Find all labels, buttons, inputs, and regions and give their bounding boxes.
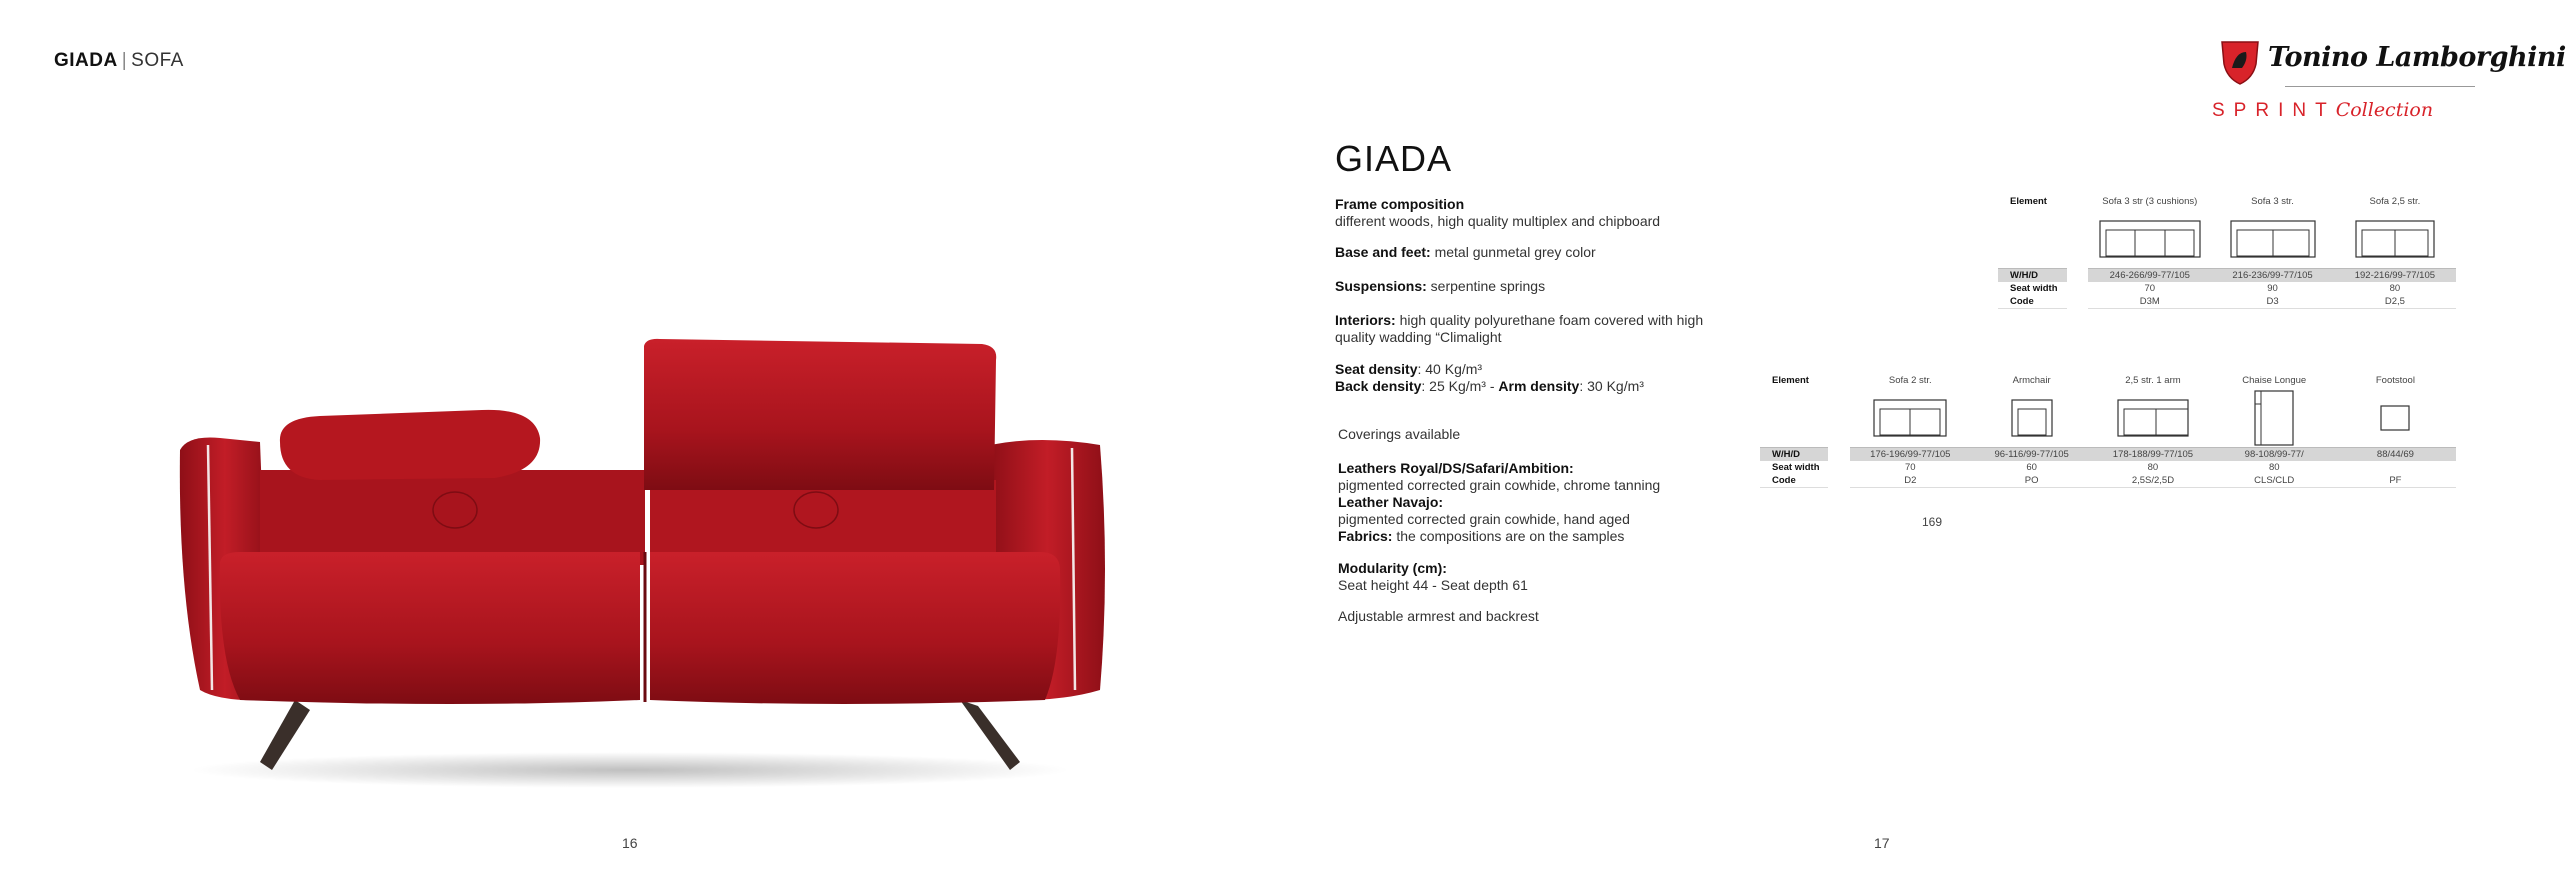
catalog-number: 169 [1922, 515, 1943, 529]
table1-seat-label: Seat width [2010, 283, 2058, 294]
table2-seat-value: 80 [2147, 462, 2159, 473]
spec-base-value: metal gunmetal grey color [1430, 244, 1596, 260]
spec-base [1335, 244, 1735, 261]
table2-code-value: PO [1971, 474, 2092, 488]
table1-col-name: Sofa 3 str (3 cushions) [2102, 195, 2198, 207]
table1-element-label: Element [2010, 195, 2047, 207]
page-header [54, 50, 184, 72]
element-table-2 [1760, 371, 2456, 488]
table2-col-name: Footstool [2375, 374, 2415, 386]
table2-col-name: 2,5 str. 1 arm [2125, 374, 2181, 386]
leathers-value: pigmented corrected grain cowhide, chrome tanning [1338, 477, 1661, 493]
adjustable-note: Adjustable armrest and backrest [1338, 608, 1539, 624]
spec-frame-label: Frame composition [1335, 196, 1465, 212]
spec-susp-label: Suspensions: [1335, 278, 1427, 294]
table2-col-name: Armchair [2012, 374, 2051, 386]
table1-col-name: Sofa 3 str. [2251, 195, 2294, 207]
table2-wh-label: W/H/D [1760, 448, 1828, 462]
table2-seat-value: 70 [1905, 462, 1916, 473]
spec-frame-value: different woods, high quality multiplex and chipboard [1335, 213, 1661, 229]
collection-sprint: SPRINT [2212, 100, 2336, 121]
spec-interiors-value: high quality polyurethane foam covered with high quality wadding “Climalight [1335, 312, 1704, 345]
header-separator: | [121, 50, 128, 71]
modularity-label: Modularity (cm): [1338, 560, 1447, 576]
fabrics-value: the compositions are on the samples [1392, 528, 1625, 544]
spec-interiors [1335, 312, 1730, 346]
spec-back-density-label: Back density [1335, 378, 1422, 394]
table2-seat-value: 80 [2268, 462, 2280, 473]
table2-seat-value [2335, 461, 2456, 474]
table2-code-value: CLS/CLD [2214, 474, 2335, 488]
table2-col-name: Sofa 2 str. [1888, 374, 1932, 386]
collection-word: Collection [2335, 99, 2434, 121]
leathers-label: Leathers Royal/DS/Safari/Ambition: [1338, 460, 1574, 476]
navajo-label: Leather Navajo: [1338, 494, 1444, 510]
collection-name [2212, 99, 2433, 122]
table2-code-value: PF [2335, 474, 2456, 488]
spec-suspensions [1335, 278, 1735, 295]
table1-wh-value: 216-236/99-77/105 [2211, 269, 2333, 283]
spec-seat-density-label: Seat density [1335, 361, 1418, 377]
coverings-heading: Coverings available [1338, 426, 1461, 442]
coverings-list [1338, 460, 1738, 545]
spec-seat-density-value: : 40 Kg/m³ [1417, 361, 1483, 377]
table2-wh-value: 88/44/69 [2335, 448, 2456, 462]
spec-arm-density-label: Arm density [1498, 378, 1580, 394]
chaise-longue-icon [2214, 389, 2335, 448]
footstool-icon [2335, 389, 2456, 448]
spec-base-label: Base and feet: [1335, 244, 1431, 260]
sofa-3-icon [2211, 210, 2333, 269]
table2-seat-label: Seat width [1772, 462, 1820, 473]
table2-col-name: Chaise Longue [2242, 374, 2307, 386]
table2-wh-value: 98-108/99-77/ [2214, 448, 2335, 462]
table1-wh-value: 246-266/99-77/105 [2088, 269, 2211, 283]
modularity-value: Seat height 44 - Seat depth 61 [1338, 577, 1528, 593]
table2-code-value: D2 [1850, 474, 1971, 488]
table2-code-label: Code [1760, 474, 1828, 488]
table1-code-value: D3 [2211, 295, 2333, 309]
table1-col-name: Sofa 2,5 str. [2369, 195, 2421, 207]
spec-interiors-label: Interiors: [1335, 312, 1396, 328]
spec-susp-value: serpentine springs [1426, 278, 1546, 294]
table1-code-value: D3M [2088, 295, 2211, 309]
sofa-2-icon [1850, 389, 1971, 448]
table1-seat-value: 90 [2267, 283, 2278, 294]
brand-divider [2285, 86, 2475, 87]
page-number-left: 16 [622, 835, 638, 851]
table2-seat-value: 60 [2026, 462, 2037, 473]
spec-frame [1335, 196, 1735, 230]
table1-seat-value: 70 [2144, 283, 2156, 294]
sofa-2-5-icon [2334, 210, 2456, 269]
table1-wh-value: 192-216/99-77/105 [2334, 269, 2456, 283]
page-number-right: 17 [1874, 835, 1890, 851]
element-table-1 [1998, 192, 2456, 309]
table2-wh-value: 176-196/99-77/105 [1850, 448, 1971, 462]
sofa-one-arm-icon [2092, 389, 2213, 448]
brand-name: Tonino Lamborghini [2268, 42, 2566, 73]
table2-wh-value: 96-116/99-77/105 [1971, 448, 2092, 462]
spec-density [1335, 361, 1755, 395]
spec-back-density-value: : 25 Kg/m³ - [1421, 378, 1499, 394]
product-title: GIADA [1335, 138, 1453, 179]
red-sofa-illustration [160, 330, 1130, 790]
table1-code-label: Code [1998, 295, 2067, 309]
table1-seat-value: 80 [2389, 283, 2401, 294]
fabrics-label: Fabrics: [1338, 528, 1393, 544]
table2-element-label: Element [1772, 374, 1809, 386]
table2-code-value: 2,5S/2,5D [2092, 474, 2213, 488]
table2-wh-value: 178-188/99-77/105 [2092, 448, 2213, 462]
header-subtitle: SOFA [131, 50, 184, 71]
armchair-icon [1971, 389, 2092, 448]
modularity [1338, 560, 1738, 594]
spec-arm-density-value: : 30 Kg/m³ [1579, 378, 1644, 394]
sofa-photo [160, 330, 1130, 790]
table1-code-value: D2,5 [2334, 295, 2456, 309]
lamborghini-shield-icon [2220, 38, 2260, 91]
header-title: GIADA [54, 50, 118, 71]
table1-wh-label: W/H/D [1998, 269, 2067, 283]
navajo-value: pigmented corrected grain cowhide, hand aged [1338, 511, 1630, 527]
sofa-3-cushion-icon [2088, 210, 2211, 269]
